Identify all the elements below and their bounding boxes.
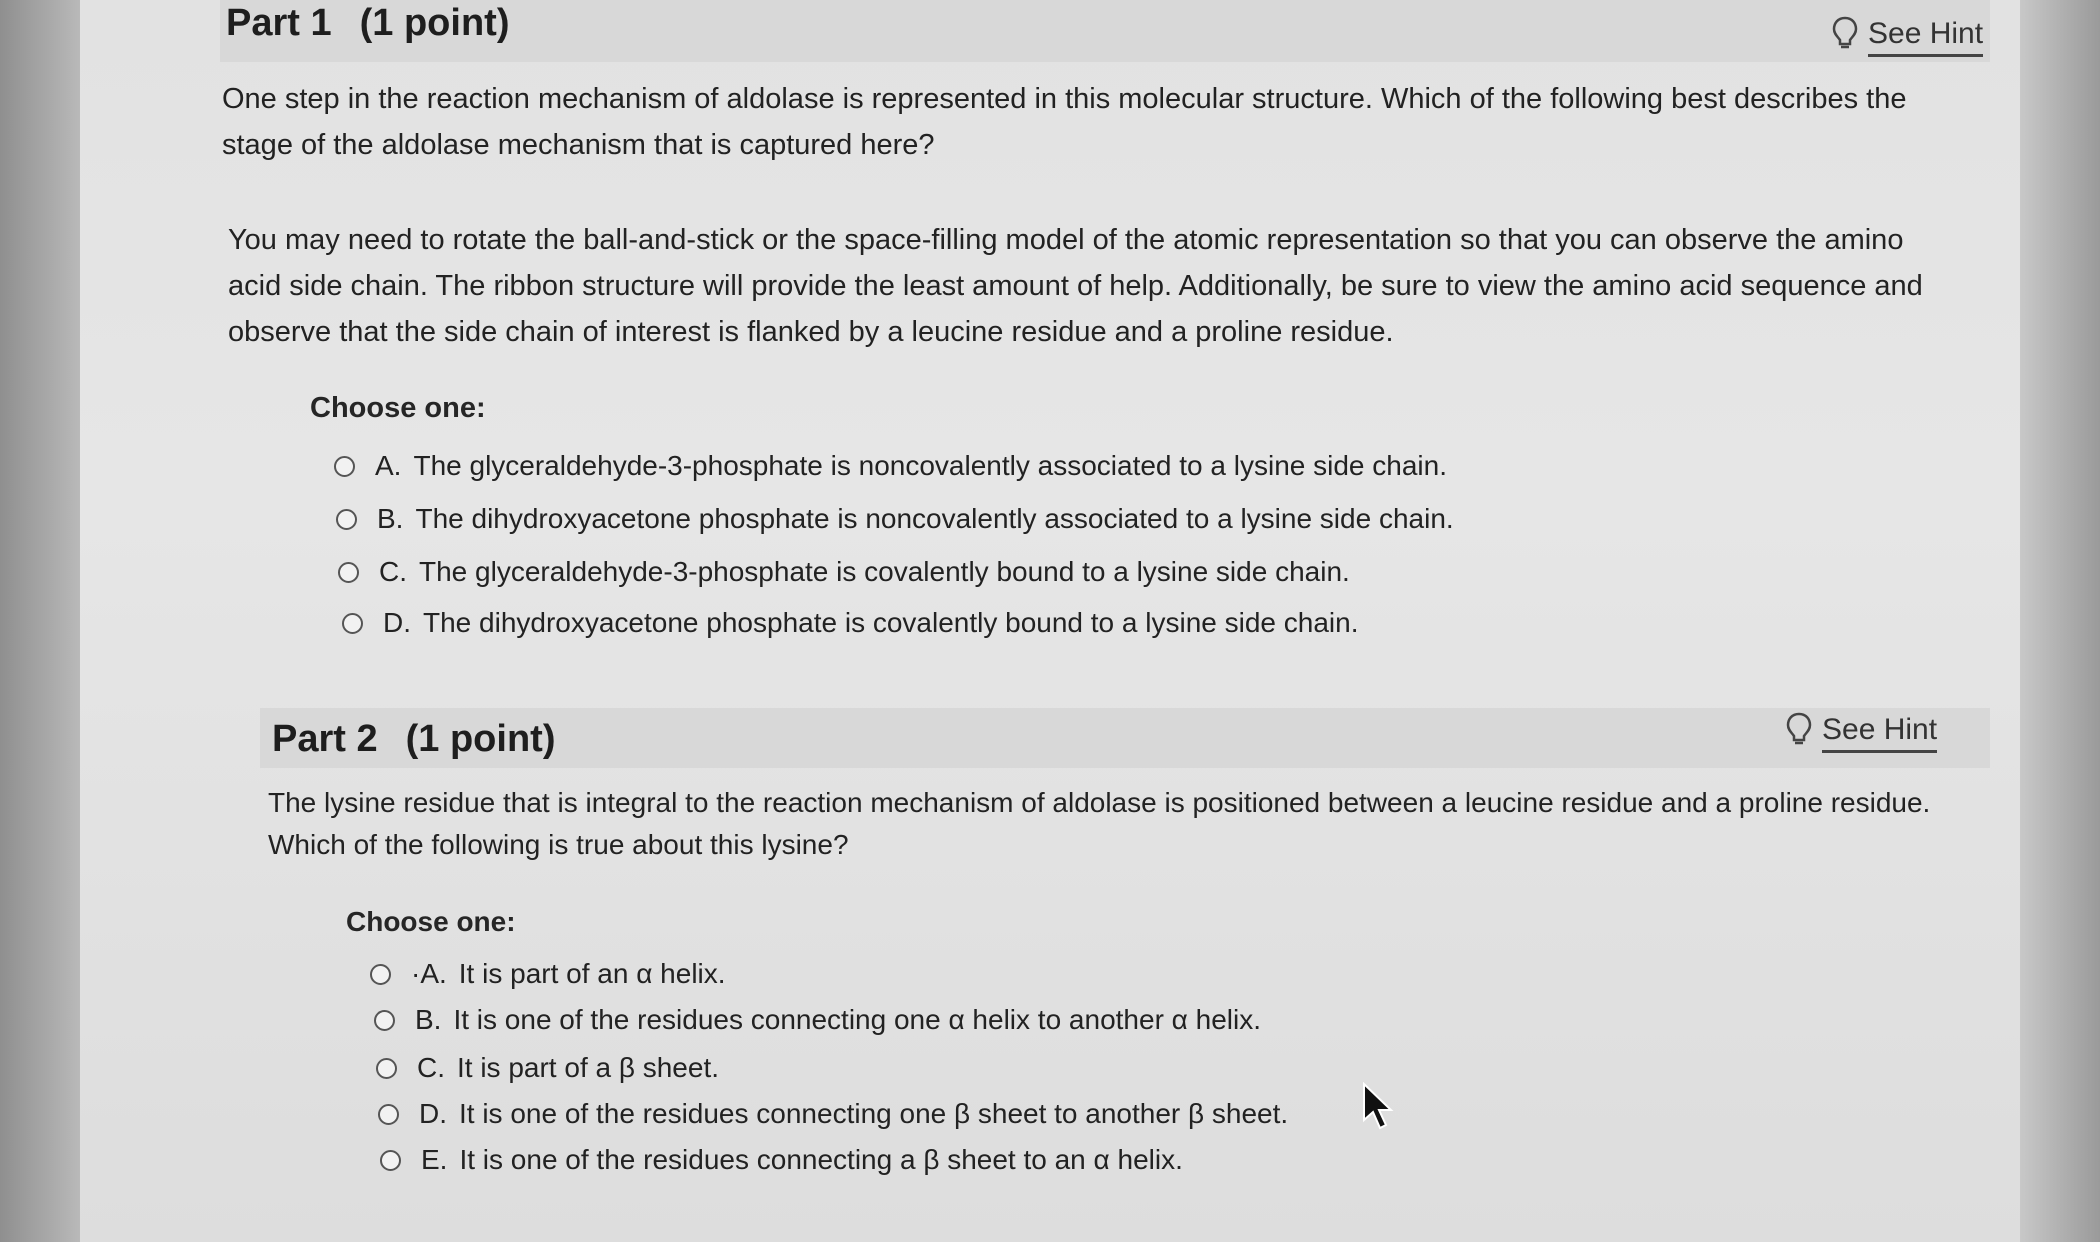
part2-hint-label: See Hint	[1822, 713, 1937, 753]
option-text: The dihydroxyacetone phosphate is noncovalently associated to a lysine side chain.	[415, 503, 1454, 534]
part2-choose-label: Choose one:	[346, 906, 516, 937]
part1-instructions-line3: observe that the side chain of interest is flanked by a leucine residue and a proline residue.	[228, 316, 1394, 348]
part2-title	[272, 718, 555, 761]
left-edge-shadow	[0, 0, 80, 1242]
part2-option-d[interactable]	[378, 1098, 1288, 1130]
mouse-pointer-icon	[1362, 1082, 1396, 1135]
part1-question-line2: stage of the aldolase mechanism that is captured here?	[222, 129, 935, 161]
option-text: The glyceraldehyde-3-phosphate is covalently bound to a lysine side chain.	[419, 556, 1350, 587]
part2-radio-a[interactable]	[370, 964, 391, 985]
part2-question-line2: Which of the following is true about this lysine?	[268, 829, 849, 860]
part1-instructions-line1: You may need to rotate the ball-and-stick or the space-filling model of the atomic representation so that you can observe the amino	[228, 224, 1904, 256]
part1-title	[226, 2, 509, 45]
part2-radio-e[interactable]	[380, 1150, 401, 1171]
part1-question	[222, 76, 1982, 168]
right-edge-shadow	[2020, 0, 2100, 1242]
question-page	[80, 0, 2020, 1242]
part1-see-hint-link[interactable]	[1832, 16, 1983, 58]
part1-radio-b[interactable]	[336, 509, 357, 530]
part2-option-c[interactable]	[376, 1052, 719, 1084]
option-text: It is part of an α helix.	[458, 958, 726, 989]
option-letter: B.	[415, 1004, 442, 1035]
part2-radio-c[interactable]	[376, 1058, 397, 1079]
part1-radio-a[interactable]	[334, 456, 355, 477]
option-text: The glyceraldehyde-3-phosphate is noncovalently associated to a lysine side chain.	[413, 450, 1447, 481]
part1-choose-label: Choose one:	[310, 392, 486, 424]
option-text: The dihydroxyacetone phosphate is covalently bound to a lysine side chain.	[423, 607, 1359, 638]
option-text: It is one of the residues connecting one β sheet to another β sheet.	[459, 1098, 1289, 1129]
part2-label: Part 2	[272, 718, 378, 760]
lightbulb-icon	[1786, 712, 1812, 754]
option-letter: E.	[421, 1144, 448, 1175]
part1-option-b[interactable]	[336, 503, 1454, 535]
part1-instructions-line2: acid side chain. The ribbon structure will provide the least amount of help. Additionally, be sure to view the amino acid sequence and	[228, 270, 1923, 302]
part2-radio-b[interactable]	[374, 1010, 395, 1031]
option-text: It is one of the residues connecting a β sheet to an α helix.	[459, 1144, 1183, 1175]
option-letter: ·A.	[411, 958, 447, 989]
part2-option-a[interactable]	[370, 958, 726, 990]
part1-option-a[interactable]	[334, 450, 1447, 482]
part1-radio-d[interactable]	[342, 613, 363, 634]
option-letter: A.	[375, 450, 402, 481]
part2-radio-d[interactable]	[378, 1104, 399, 1125]
lightbulb-icon	[1832, 16, 1858, 58]
part2-option-e[interactable]	[380, 1144, 1183, 1176]
option-letter: B.	[377, 503, 404, 534]
part2-points: (1 point)	[405, 718, 556, 760]
part1-points: (1 point)	[359, 2, 510, 44]
part2-option-b[interactable]	[374, 1004, 1261, 1036]
option-letter: C.	[379, 556, 407, 587]
part1-hint-label: See Hint	[1868, 17, 1983, 57]
option-text: It is one of the residues connecting one α helix to another α helix.	[453, 1004, 1261, 1035]
part1-label: Part 1	[226, 2, 332, 44]
option-text: It is part of a β sheet.	[457, 1052, 720, 1083]
option-letter: D.	[383, 607, 411, 638]
part2-question	[268, 782, 1988, 866]
part2-question-line1: The lysine residue that is integral to the reaction mechanism of aldolase is positioned between a leucine residue and a proline residue.	[268, 787, 1931, 818]
part2-see-hint-link[interactable]	[1786, 712, 1937, 754]
part1-radio-c[interactable]	[338, 562, 359, 583]
part1-option-c[interactable]	[338, 556, 1350, 588]
option-letter: D.	[419, 1098, 447, 1129]
part1-instructions	[228, 217, 1988, 355]
option-letter: C.	[417, 1052, 445, 1083]
part1-option-d[interactable]	[342, 607, 1358, 639]
part1-question-line1: One step in the reaction mechanism of aldolase is represented in this molecular structure. Which of the following best describes the	[222, 83, 1907, 115]
